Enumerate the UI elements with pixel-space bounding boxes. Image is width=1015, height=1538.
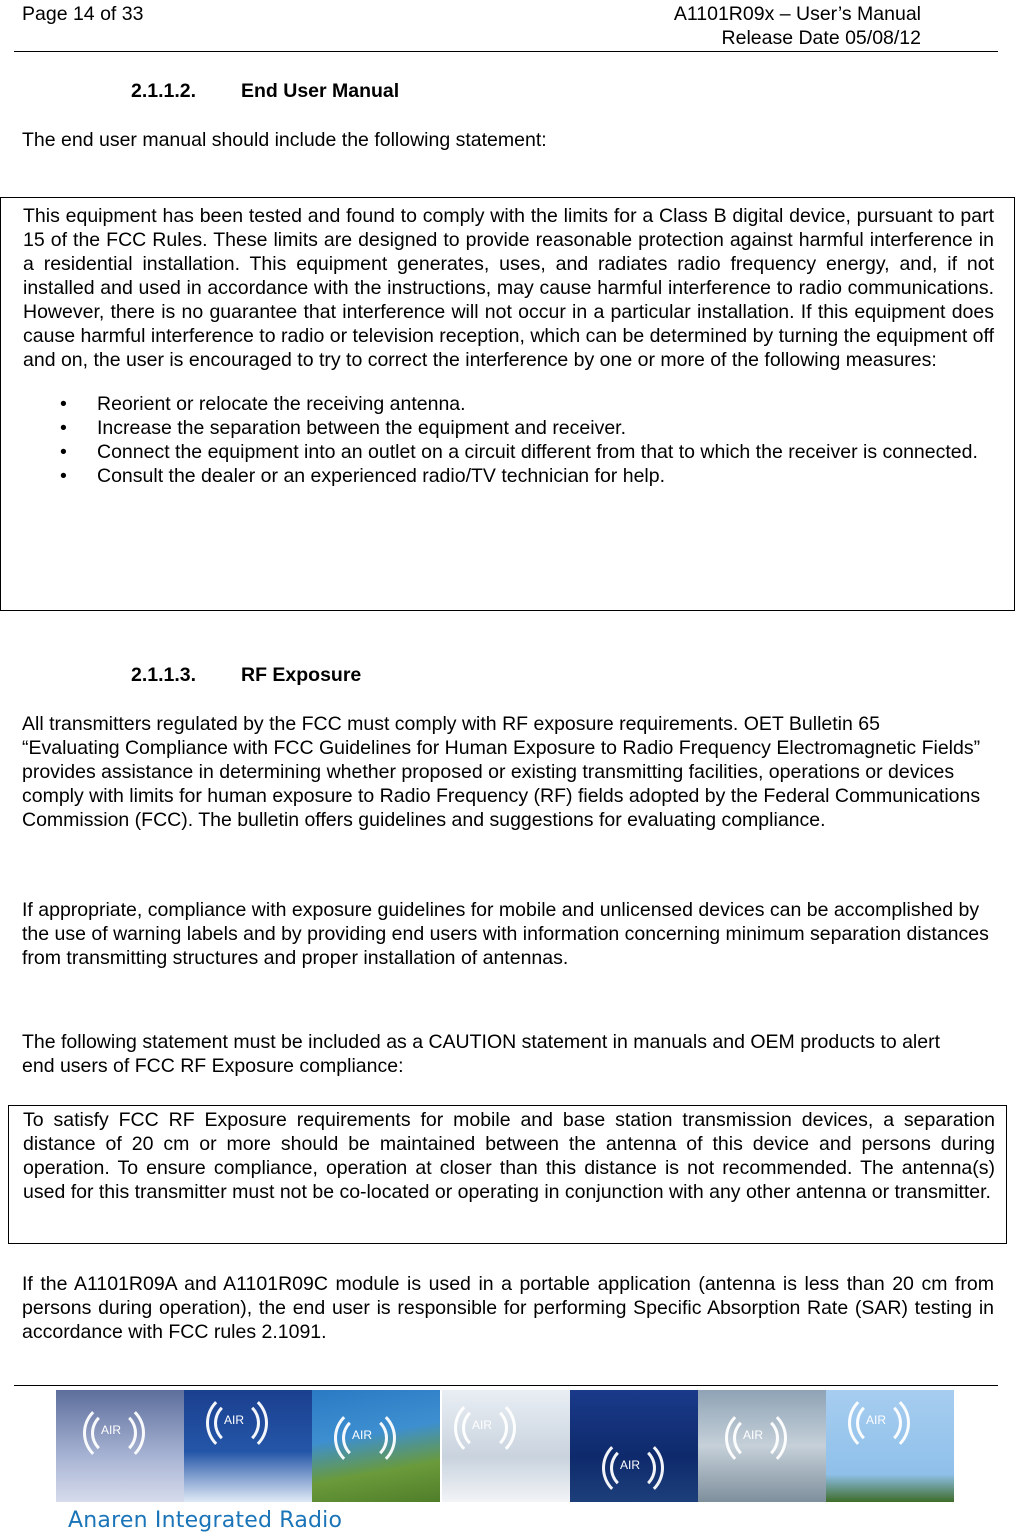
measure-item: • Connect the equipment into an outlet on a circuit different from that to which the receiver is connected. [60,441,978,463]
header-divider [14,51,998,52]
air-badge-icon: AIR [612,1447,648,1483]
fcc-statement-text: This equipment has been tested and found to comply with the limits for a Class B digital device, pursuant to part 15 of the FCC Rules. These limits are designed to provide reasonable protection against harmful interference in a residential installation. This equipment generates, uses, and radiates radio frequency energy, and, if not installed and used in accordance with the instructions, may cause harmful interference to radio communications. However, there is no guarantee that interference will not occur in a particular installation. If this equipment does cause harmful interference to radio or television reception, which can be determined by turning the equipment off and on, the user is encouraged to try to correct the interference by one or more of the following measures: [23,205,994,371]
air-badge-icon: AIR [344,1417,380,1453]
section-heading-rf-exposure [131,664,361,687]
intro-paragraph: The end user manual should include the following statement: [22,129,547,151]
rf-paragraph-3: The following statement must be included as a CAUTION statement in manuals and OEM products to alert end users of FCC RF Exposure compliance: [22,1031,941,1077]
bullet-icon: • [60,441,67,463]
air-badge-icon: AIR [93,1412,129,1448]
measure-item: • Reorient or relocate the receiving antenna. [60,393,466,415]
section-number: 2.1.1.3. [131,664,197,686]
footer-banner [56,1390,954,1502]
banner-tile-kayaker [698,1390,826,1502]
air-badge-icon: AIR [735,1417,771,1453]
caution-statement-text: To satisfy FCC RF Exposure requirements for mobile and base station transmission devices, a separation distance of 20 cm or more should be maintained between the antenna of this device and persons during operation. To ensure compliance, operation at closer than this distance is not recommended. The antenna(s) used for this transmitter must not be co-located or operating in conjunction with any other antenna or transmitter. [23,1109,995,1203]
brand-logo-text: Anaren Integrated Radio [68,1508,343,1533]
measures-list [23,392,994,488]
banner-tile-cyclist [312,1390,440,1502]
measure-item: • Increase the separation between the equipment and receiver. [60,417,627,439]
banner-tile-skateboarder [56,1390,184,1502]
section-title: End User Manual [241,80,400,102]
rf-paragraph-2: If appropriate, compliance with exposure guidelines for mobile and unlicensed devices can be accomplished by the use of warning labels and by providing end users with information concerning minimum separation distances from transmitting structures and proper installation of antennas. [22,899,989,969]
document-title: A1101R09x – User’s Manual [673,3,921,25]
bullet-icon: • [60,465,67,487]
section-heading-end-user-manual [131,80,399,103]
air-badge-icon: AIR [464,1407,500,1443]
rf-paragraph-1: All transmitters regulated by the FCC must comply with RF exposure requirements. OET Bulletin 65 “Evaluating Compliance with FCC Guidelines for Human Exposure to Radio Frequency Electromagnetic Fields” provides assistance in determining whether proposed or existing transmitting facilities, operations or devices comply with limits for human exposure to Radio Frequency (RF) fields adopted by the Federal Communications Commission (FCC). The bulletin offers guidelines and suggestions for evaluating compliance. [22,713,981,831]
bullet-icon: • [60,393,67,415]
air-badge-icon: AIR [216,1402,252,1438]
release-date: Release Date 05/08/12 [721,27,921,49]
footer-divider [14,1385,998,1386]
section-number: 2.1.1.2. [131,80,197,102]
air-badge-icon: AIR [858,1402,894,1438]
banner-tile-skier [184,1390,312,1502]
banner-tile-windsurfer [570,1390,698,1502]
sar-paragraph: If the A1101R09A and A1101R09C module is used in a portable application (antenna is less than 20 cm from persons during operation), the end user is responsible for performing Specific Absorption Rate (SAR) testing in accordance with FCC rules 2.1091. [22,1273,994,1343]
section-title: RF Exposure [241,664,362,686]
bullet-icon: • [60,417,67,439]
banner-tile-snowboarder [442,1390,570,1502]
measure-item: • Consult the dealer or an experienced radio/TV technician for help. [60,465,666,487]
document-header [674,2,921,50]
banner-tile-rollerblader [826,1390,954,1502]
caution-statement-box [8,1105,1007,1244]
page-number: Page 14 of 33 [22,3,144,25]
fcc-statement-box [0,197,1015,611]
